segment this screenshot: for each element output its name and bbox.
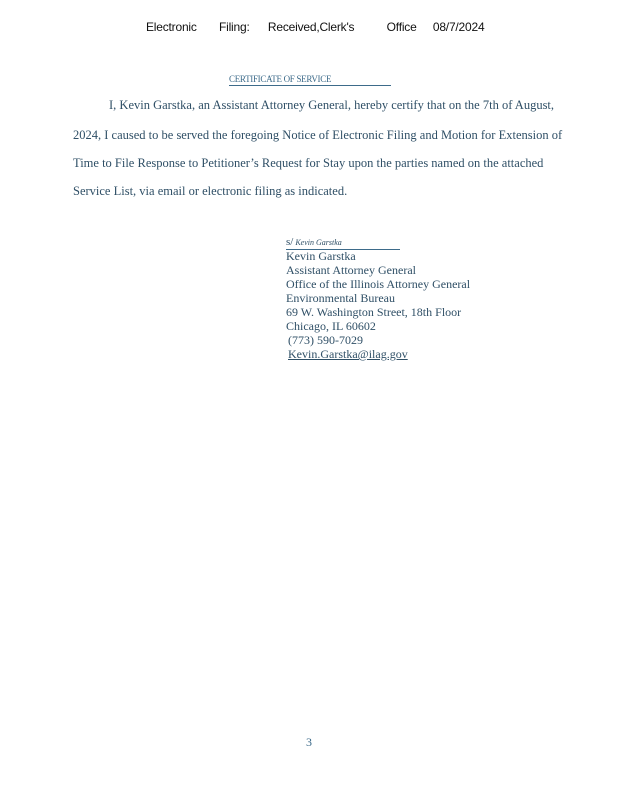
e-filing-stamp-header <box>146 20 484 34</box>
signature-script: Kevin Garstka <box>295 238 342 247</box>
stamp-date: 08/7/2024 <box>432 20 485 34</box>
signer-street: 69 W. Washington Street, 18th Floor <box>286 305 462 319</box>
certificate-line-4: Service List, via email or electronic filing as indicated. <box>73 184 348 198</box>
stamp-word-filing: Filing: <box>218 20 250 34</box>
signer-bureau: Environmental Bureau <box>286 291 395 305</box>
signer-title: Assistant Attorney General <box>286 263 416 277</box>
certificate-line-2: 2024, I caused to be served the foregoing Notice of Electronic Filing and Motion for Extension of <box>73 128 563 142</box>
page-number: 3 <box>306 735 312 749</box>
certificate-line-3: Time to File Response to Petitioner’s Request for Stay upon the parties named on the attached <box>73 156 544 170</box>
signer-email-link[interactable]: Kevin.Garstka@ilag.gov <box>288 347 408 361</box>
signature-line <box>286 236 400 250</box>
certificate-title: CERTIFICATE OF SERVICE <box>229 74 391 86</box>
stamp-word-received: Received,Clerk's <box>267 20 355 34</box>
signer-city: Chicago, IL 60602 <box>286 319 376 333</box>
signer-office: Office of the Illinois Attorney General <box>286 277 471 291</box>
signature-prefix: s/ <box>286 236 294 248</box>
signer-phone: (773) 590-7029 <box>288 333 363 347</box>
signer-name: Kevin Garstka <box>286 249 356 263</box>
certificate-line-1: I, Kevin Garstka, an Assistant Attorney General, hereby certify that on the 7th of August, <box>109 98 555 112</box>
signature-block <box>286 249 470 361</box>
stamp-word-office: Office <box>386 20 417 34</box>
stamp-word-electronic: Electronic <box>146 20 197 34</box>
